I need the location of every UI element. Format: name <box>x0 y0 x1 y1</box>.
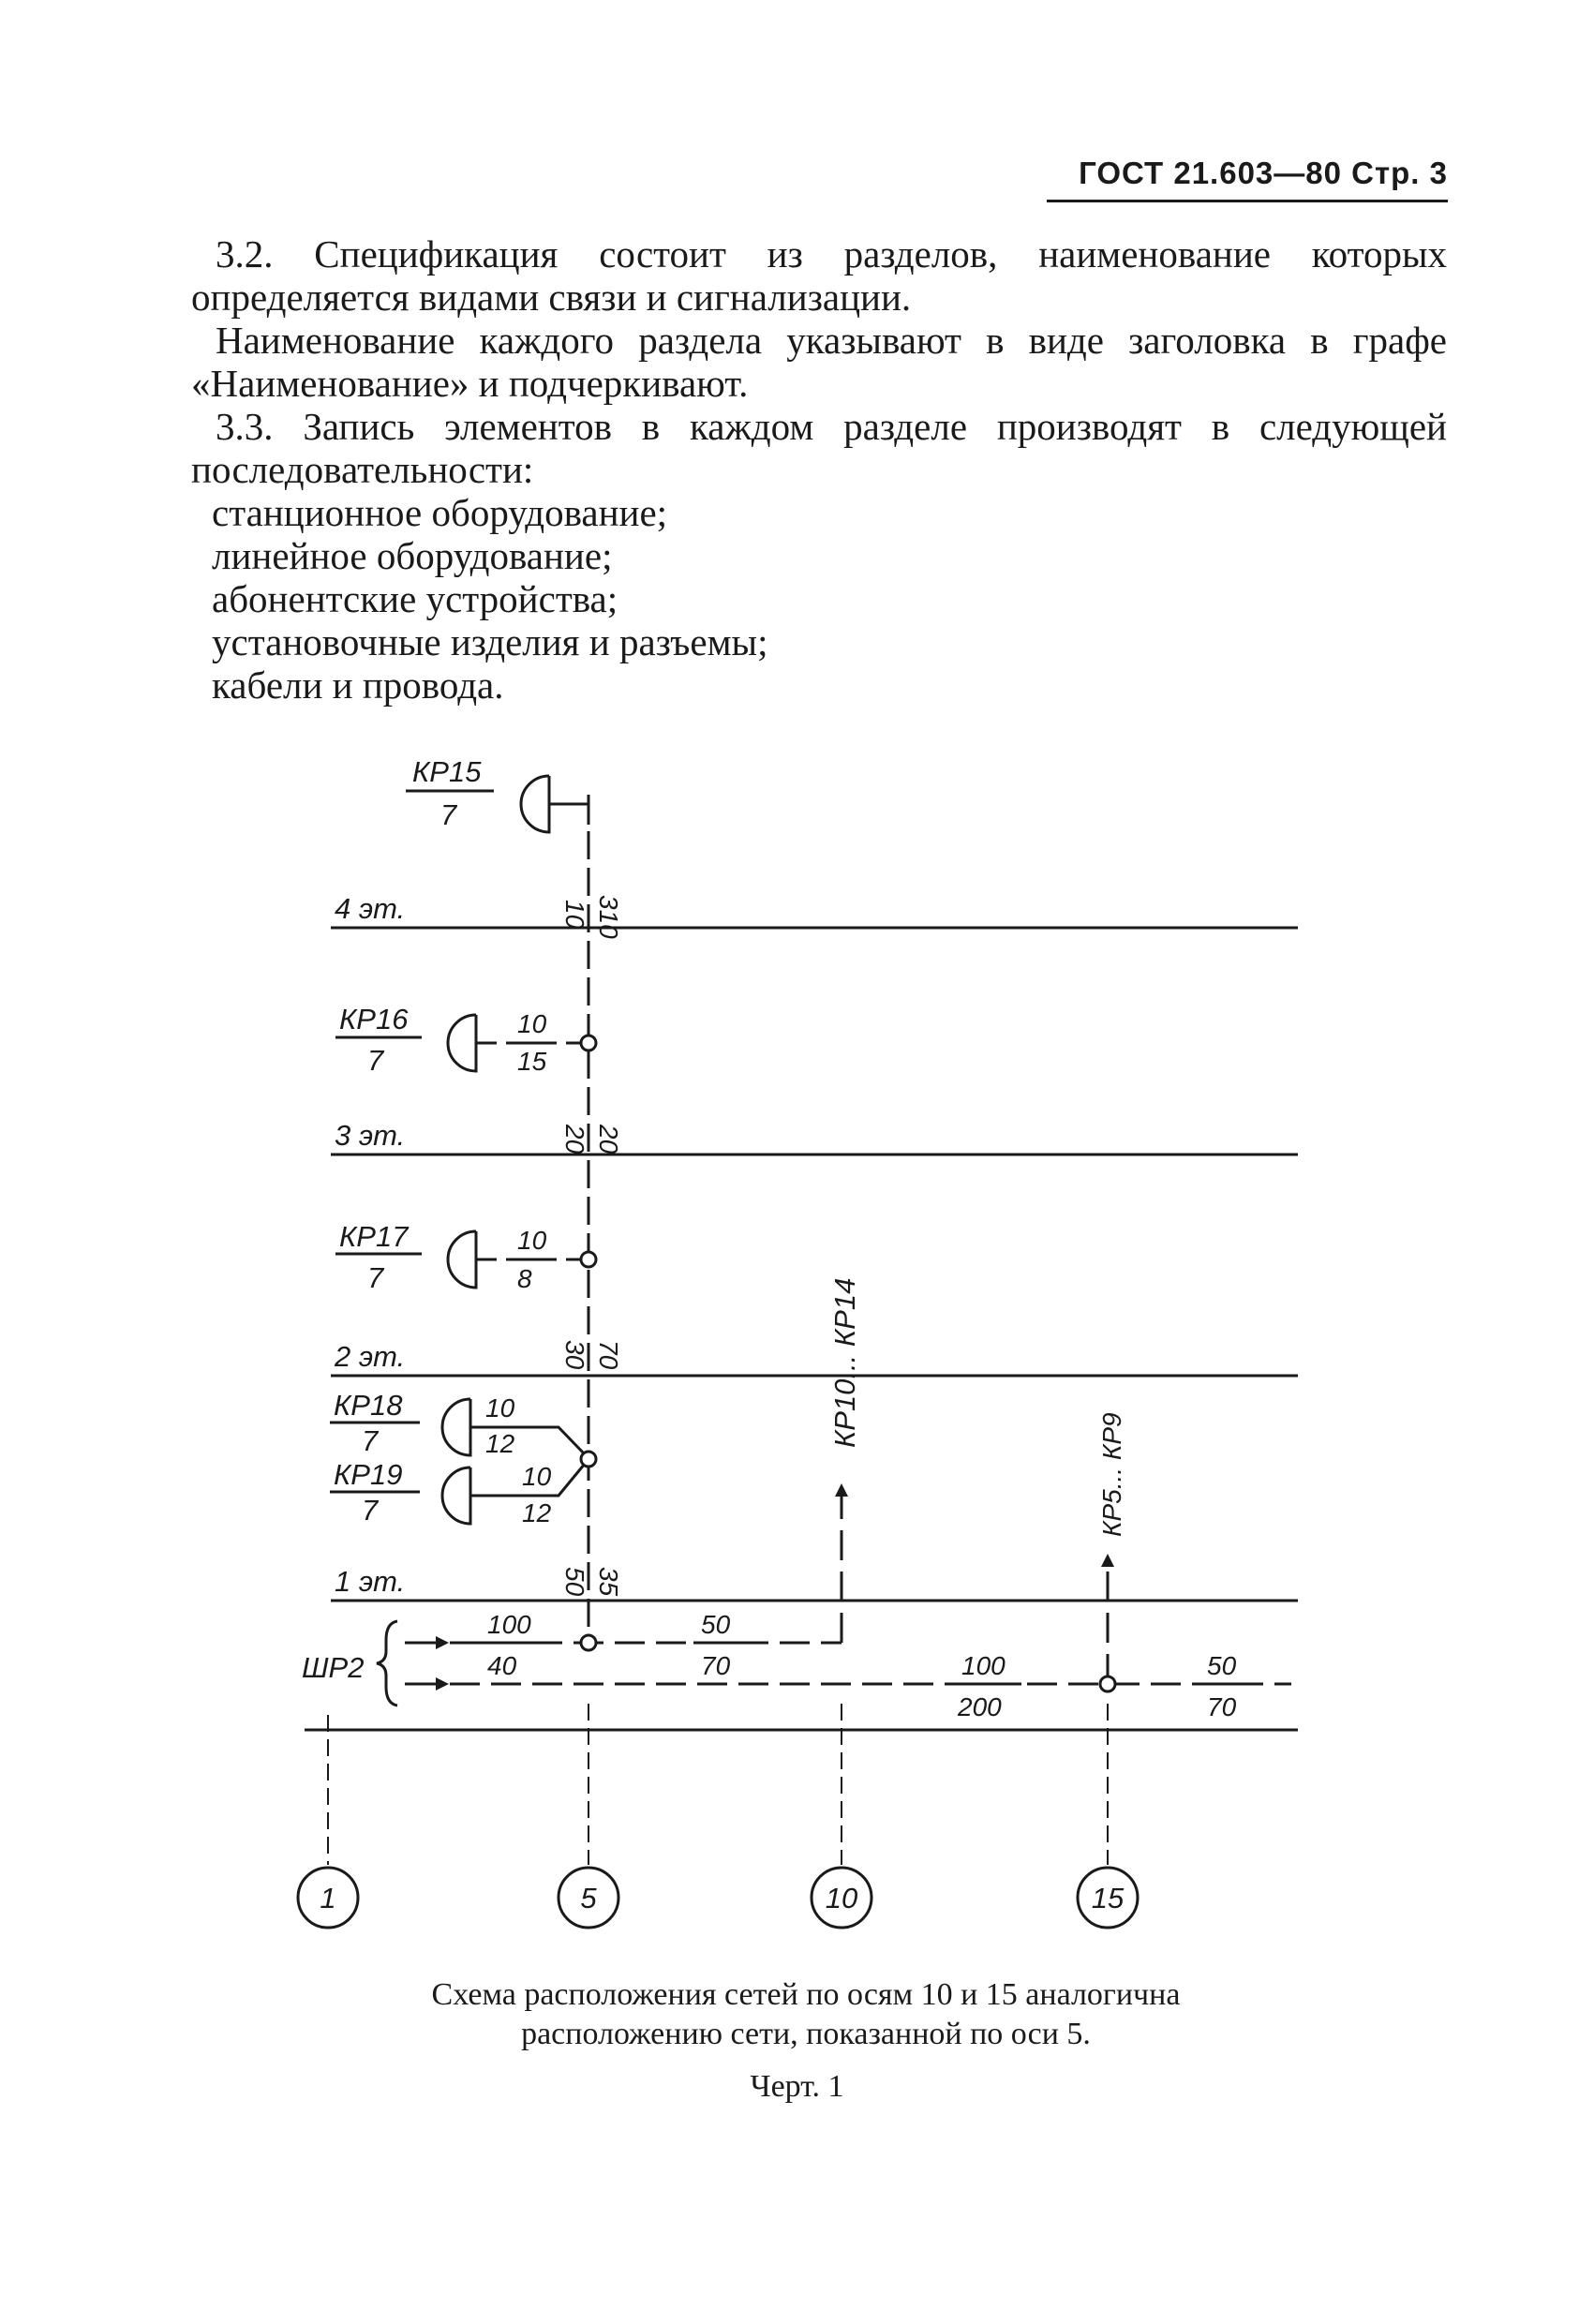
junction-trunk <box>581 1635 596 1650</box>
caption-line-2: расположению сети, показанной по оси 5. <box>521 2017 1091 2051</box>
junction-kr17 <box>581 1252 596 1267</box>
floor-label-1: 1 эт. <box>335 1565 406 1598</box>
box-num-kr16: 7 <box>367 1044 384 1077</box>
figure-caption <box>281 1975 1331 2054</box>
riser-left-3: 20 <box>560 1125 589 1155</box>
trunk-bottom-3: 200 <box>958 1692 1002 1721</box>
list-item: линейное оборудование; <box>212 534 613 577</box>
branch-top-kr16: 10 <box>517 1009 547 1038</box>
paragraph-3-3: 3.3. Запись элементов в каждом разделе производят в следующей последовательности: <box>191 405 1447 491</box>
box-num-kr19: 7 <box>362 1494 379 1527</box>
trunk-top-1: 100 <box>487 1610 531 1639</box>
figure-label: Черт. 1 <box>750 2069 844 2104</box>
trunk-bottom-1: 40 <box>487 1651 517 1680</box>
page-header: ГОСТ 21.603—80 Стр. 3 <box>1079 156 1448 190</box>
branch-bottom-kr16: 15 <box>517 1047 547 1076</box>
branch-bottom-kr19: 12 <box>522 1498 552 1527</box>
kr19-symbol <box>442 1467 470 1524</box>
riser-right-3: 20 <box>594 1125 623 1155</box>
riser-right-1: 35 <box>594 1567 623 1597</box>
trunk-bottom-2: 70 <box>701 1651 731 1680</box>
junction-kr16 <box>581 1035 596 1050</box>
box-num-kr15: 7 <box>440 798 457 831</box>
trunk-bottom-4: 70 <box>1207 1692 1237 1721</box>
box-num-kr17: 7 <box>367 1261 384 1294</box>
riser-right-4: 310 <box>594 895 623 939</box>
kr15-symbol <box>521 776 549 832</box>
arrow-label-axis-10: КР10... КР14 <box>828 1277 861 1448</box>
trunk-top-4: 50 <box>1207 1651 1237 1680</box>
box-name-kr16: КР16 <box>339 1003 409 1035</box>
kr16-symbol <box>448 1015 476 1071</box>
caption-line-1: Схема расположения сетей по осям 10 и 15 аналогична <box>431 1977 1181 2012</box>
trunk-top-3: 100 <box>961 1651 1006 1680</box>
paragraph-3-2: 3.2. Спецификация состоит из разделов, наименование которых определяется видами связи и сигнализации. <box>191 232 1447 319</box>
branch-top-kr17: 10 <box>517 1226 547 1255</box>
junction-kr18-19 <box>581 1452 596 1467</box>
list-item: абонентские устройства; <box>212 577 618 620</box>
axis-number-15: 15 <box>1091 1882 1125 1914</box>
junction-axis-15 <box>1100 1676 1115 1691</box>
trunk-top-2: 50 <box>701 1610 731 1639</box>
box-name-kr19: КР19 <box>334 1458 403 1491</box>
riser-left-2: 30 <box>560 1340 589 1370</box>
branch-top-kr19: 10 <box>522 1462 552 1491</box>
box-name-kr15: КР15 <box>412 755 482 788</box>
list-item: станционное оборудование; <box>212 491 668 534</box>
floor-label-2: 2 эт. <box>335 1340 406 1373</box>
kr17-symbol <box>448 1231 476 1288</box>
riser-right-2: 70 <box>594 1340 623 1370</box>
floor-label-4: 4 эт. <box>335 892 406 925</box>
cabinet-label: ШР2 <box>302 1651 365 1684</box>
axis-number-1: 1 <box>320 1882 336 1914</box>
list-item: кабели и провода. <box>212 663 504 707</box>
paragraph-3-2-cont: Наименование каждого раздела указывают в виде заголовка в графе «Наименование» и подчеркивают. <box>191 319 1447 405</box>
box-num-kr18: 7 <box>362 1424 379 1457</box>
box-name-kr17: КР17 <box>339 1220 409 1253</box>
kr18-symbol <box>442 1399 470 1455</box>
riser-left-1: 50 <box>560 1567 589 1597</box>
branch-bottom-kr17: 8 <box>517 1264 532 1293</box>
floor-label-3: 3 эт. <box>335 1119 406 1152</box>
cabinet-brace <box>377 1621 397 1706</box>
branch-bottom-kr18: 12 <box>485 1429 515 1458</box>
box-name-kr18: КР18 <box>334 1389 403 1422</box>
list-item: установочные изделия и разъемы; <box>212 620 768 663</box>
axis-number-10: 10 <box>825 1882 858 1914</box>
axis-number-5: 5 <box>580 1882 597 1914</box>
branch-top-kr18: 10 <box>485 1393 515 1423</box>
arrow-label-axis-15: КР5... КР9 <box>1097 1412 1126 1537</box>
riser-left-4: 10 <box>560 900 589 930</box>
